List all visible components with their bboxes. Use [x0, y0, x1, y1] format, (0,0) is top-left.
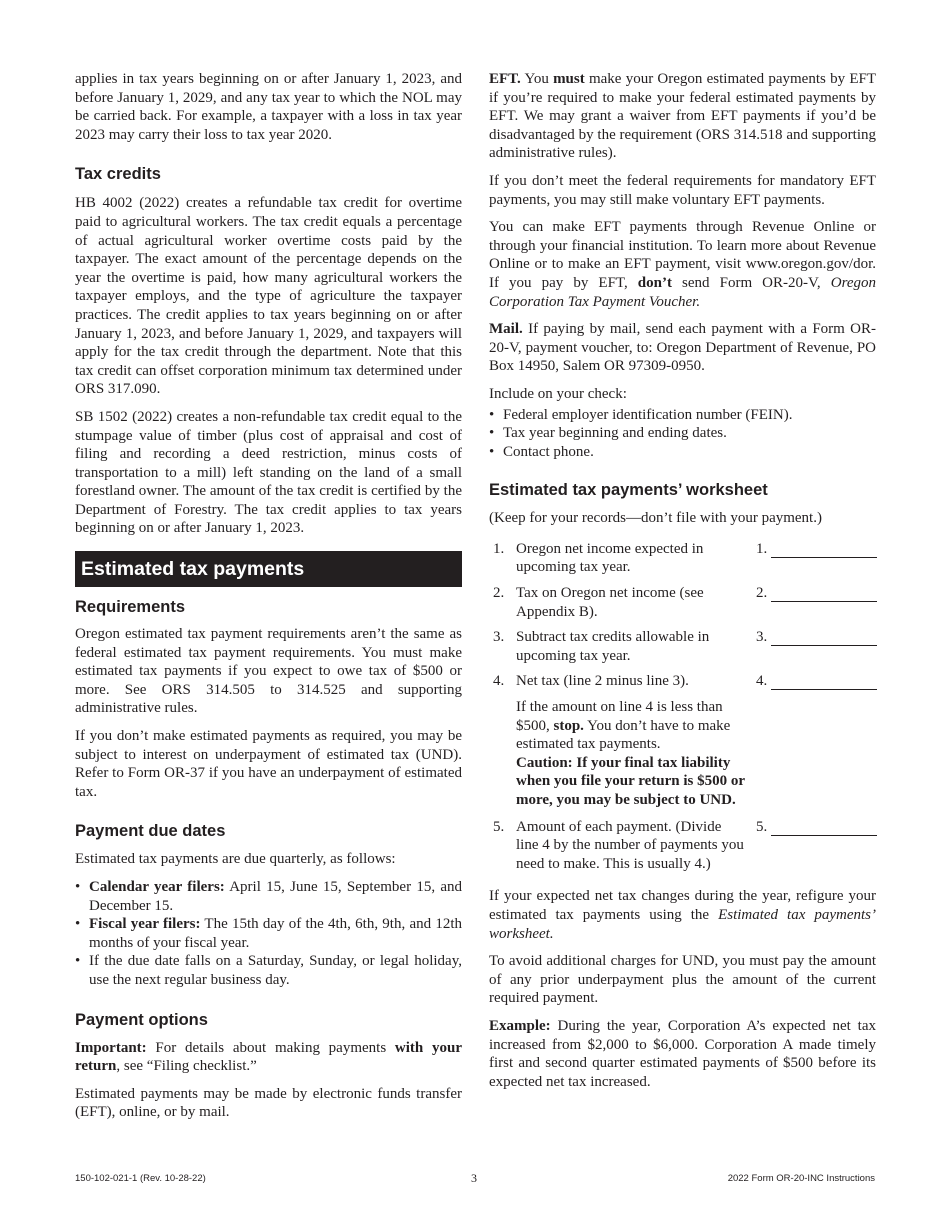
estimated-tax-payments-section-bar: Estimated tax payments [75, 551, 462, 587]
worksheet-note: (Keep for your records—don’t file with your payment.) [489, 510, 822, 527]
requirements-paragraph-2: If you don’t make estimated payments as required, you may be subject to interest on underpayment of estimated tax (UND). Refer to Form OR-37 if you have an underpayment of estimated tax. [75, 728, 462, 800]
due-dates-intro: Estimated tax payments are due quarterly, as follows: [75, 851, 396, 868]
eft-must: must [553, 71, 585, 87]
list-item: • Tax year beginning and ending dates. [489, 424, 876, 443]
important-label: Important: [75, 1039, 147, 1056]
tax-credits-paragraph-2: SB 1502 (2022) creates a non-refundable tax credit equal to the stumpage value of timber (plus cost of appraisal and cost of filing and recording a deed restriction, minus costs of transportation to a mill) left standing on the land of a small forestland owner. The amount of the tax credit is certified by the Department of Forestry. The tax credit applies to tax years beginning on or after January 1, 2023. [75, 408, 462, 537]
answer-line[interactable] [771, 835, 877, 836]
fiscal-filers-label: Fiscal year filers: [89, 916, 201, 933]
list-item: • Contact phone. [489, 443, 876, 462]
line-description: Net tax (line 2 minus line 3). [516, 673, 689, 690]
mail-label: Mail. [489, 321, 523, 338]
mail-text: If paying by mail, send each payment with a Form OR-20-V, payment voucher, to: Oregon Department of Revenue, PO Box 14950, Salem OR 97309-0950. [489, 321, 876, 375]
list-item [75, 878, 462, 915]
payment-options-important [75, 1039, 462, 1076]
eft-text-2: make your Oregon estimated payments by EFT if you’re required to make your federal estimated payments by EFT. We may grant a waiver from EFT payments if you’d be disadvantaged by the requirement (ORS 314.518 and supporting administrative rules). [489, 71, 876, 162]
eft-paragraph-2: If you don’t meet the federal requirements for mandatory EFT payments, you may still make voluntary EFT payments. [489, 172, 876, 208]
worksheet [489, 540, 876, 874]
calendar-filers-text: April 15, June 15, September 15, and December 15. [89, 879, 462, 914]
line-description: Tax on Oregon net income (see Appendix B). [516, 585, 704, 620]
check-list [489, 406, 876, 462]
due-dates-list [75, 878, 462, 990]
left-column [75, 70, 462, 1131]
answer-line[interactable] [771, 557, 877, 558]
eft-text-1: You [520, 71, 554, 87]
holiday-rule-text: If the due date falls on a Saturday, Sunday, or legal holiday, use the next regular business day. [89, 953, 462, 988]
stop-text [516, 698, 746, 754]
worksheet-row-5 [489, 818, 876, 874]
line-number: 5. [493, 818, 505, 835]
worksheet-stop-note [489, 698, 876, 810]
stop-text-1: If the amount on line 4 is less than $500, [516, 699, 723, 734]
stop-bold: stop. [553, 717, 584, 734]
line-number: 1. [493, 540, 505, 557]
intro-paragraph: applies in tax years beginning on or after January 1, 2023, and before January 1, 2029, and any tax year to which the NOL may be carried back. For example, a taxpayer with a loss in tax year 2023 may carry their loss to tax year 2020. [75, 71, 462, 143]
worksheet-row-3 [489, 628, 876, 665]
requirements-paragraph-1: Oregon estimated tax payment requirements aren’t the same as federal estimated tax payment requirements. You must make estimated tax payments if you expect to owe tax of $500 or more. See ORS 314.505 to 314.525 and supporting administrative rules. [75, 626, 462, 717]
line-ref: 4. [756, 673, 768, 690]
worksheet-row-1 [489, 540, 876, 577]
voucher-title: Oregon Corporation Tax Payment Voucher. [489, 274, 877, 310]
line-number: 4. [493, 673, 505, 690]
tax-credits-heading: Tax credits [75, 165, 161, 184]
important-text-end: , see “Filing checklist.” [116, 1058, 257, 1075]
check-intro: Include on your check: [489, 385, 627, 402]
worksheet-row-4 [489, 672, 876, 691]
line-number: 2. [493, 585, 505, 602]
list-item [75, 915, 462, 952]
requirements-heading: Requirements [75, 598, 186, 617]
stop-text-2: You don’t have to make estimated tax payments. [516, 717, 731, 753]
avoid-charges-paragraph: To avoid additional charges for UND, you must pay the amount of any prior underpayment plus the amount of the current required payment. [489, 953, 876, 1007]
mail-paragraph [489, 320, 876, 376]
form-number: 150-102-021-1 (Rev. 10-28-22) [75, 1173, 206, 1184]
worksheet-row-2 [489, 584, 876, 621]
list-item: • Federal employer identification number (FEIN). [489, 406, 876, 425]
line-description: Amount of each payment. (Divide line 4 by the number of payments you need to make. This is usually 4.) [516, 818, 744, 872]
eft-p3-text-1: You can make EFT payments through Revenue Online or through your financial institution. To learn more about Revenue Online or to make an EFT payment, visit www.oregon.gov/dor. If you pay by EFT, [489, 219, 876, 291]
list-item [75, 952, 462, 989]
line-ref: 2. [756, 585, 768, 602]
eft-p3-text-2: send Form OR-20-V, [671, 274, 831, 291]
page-number: 3 [471, 1171, 477, 1185]
caution-text: Caution: If your final tax liability when you file your return is $500 or more, you may be subject to UND. [516, 754, 745, 808]
payment-options-paragraph-2: Estimated payments may be made by electronic funds transfer (EFT), online, or by mail. [75, 1085, 462, 1121]
line-ref: 1. [756, 540, 768, 557]
refigure-text: If your expected net tax changes during the year, refigure your estimated tax payments using the [489, 888, 876, 923]
right-column [489, 70, 876, 1100]
calendar-filers-label: Calendar year filers: [89, 879, 225, 895]
answer-line[interactable] [771, 645, 877, 646]
tax-credits-paragraph-1: HB 4002 (2022) creates a refundable tax credit for overtime paid to agricultural workers. The tax credit equals a percentage of actual agricultural worker overtime costs paid by the taxpayer. The exact amount of the percentage depends on the year the overtime is paid, how many agricultural workers the taxpayer employs, and the type of agriculture the taxpayer practices. The credit applies to tax years beginning on or after January 1, 2023, and before January 1, 2029, and taxpayers will apply for the tax credit through the department. Note that this tax credit can offset corporation minimum tax determined under ORS 317.090. [75, 195, 462, 398]
line-ref: 3. [756, 629, 768, 646]
line-number: 3. [493, 629, 505, 646]
answer-line[interactable] [771, 689, 877, 690]
eft-paragraph [489, 70, 876, 163]
line-description: Oregon net income expected in upcoming tax year. [516, 540, 704, 576]
example-label: Example: [489, 1017, 551, 1034]
with-your-return-bold: with your return [75, 1039, 462, 1075]
line-ref: 5. [756, 818, 768, 835]
worksheet-heading: Estimated tax payments’ worksheet [489, 481, 768, 500]
example-text: During the year, Corporation A’s expected net tax increased from $2,000 to $6,000. Corporation A made timely first and second quarter estimated payments of $500 before its expected net tax increased. [489, 1017, 876, 1090]
example-paragraph [489, 1017, 876, 1091]
form-title: 2022 Form OR-20-INC Instructions [727, 1173, 875, 1184]
payment-options-heading: Payment options [75, 1010, 208, 1029]
refigure-paragraph [489, 887, 876, 943]
important-text: For details about making payments [146, 1039, 395, 1056]
worksheet-title: Estimated tax payments’ worksheet. [489, 906, 877, 942]
answer-line[interactable] [771, 601, 877, 602]
fiscal-filers-text: The 15th day of the 4th, 6th, 9th, and 12th months of your fiscal year. [89, 916, 462, 951]
eft-p3-dont: don’t [637, 274, 672, 291]
eft-paragraph-3 [489, 218, 876, 311]
line-description: Subtract tax credits allowable in upcoming tax year. [516, 629, 710, 664]
payment-due-dates-heading: Payment due dates [75, 822, 226, 841]
eft-label: EFT. [489, 71, 521, 87]
